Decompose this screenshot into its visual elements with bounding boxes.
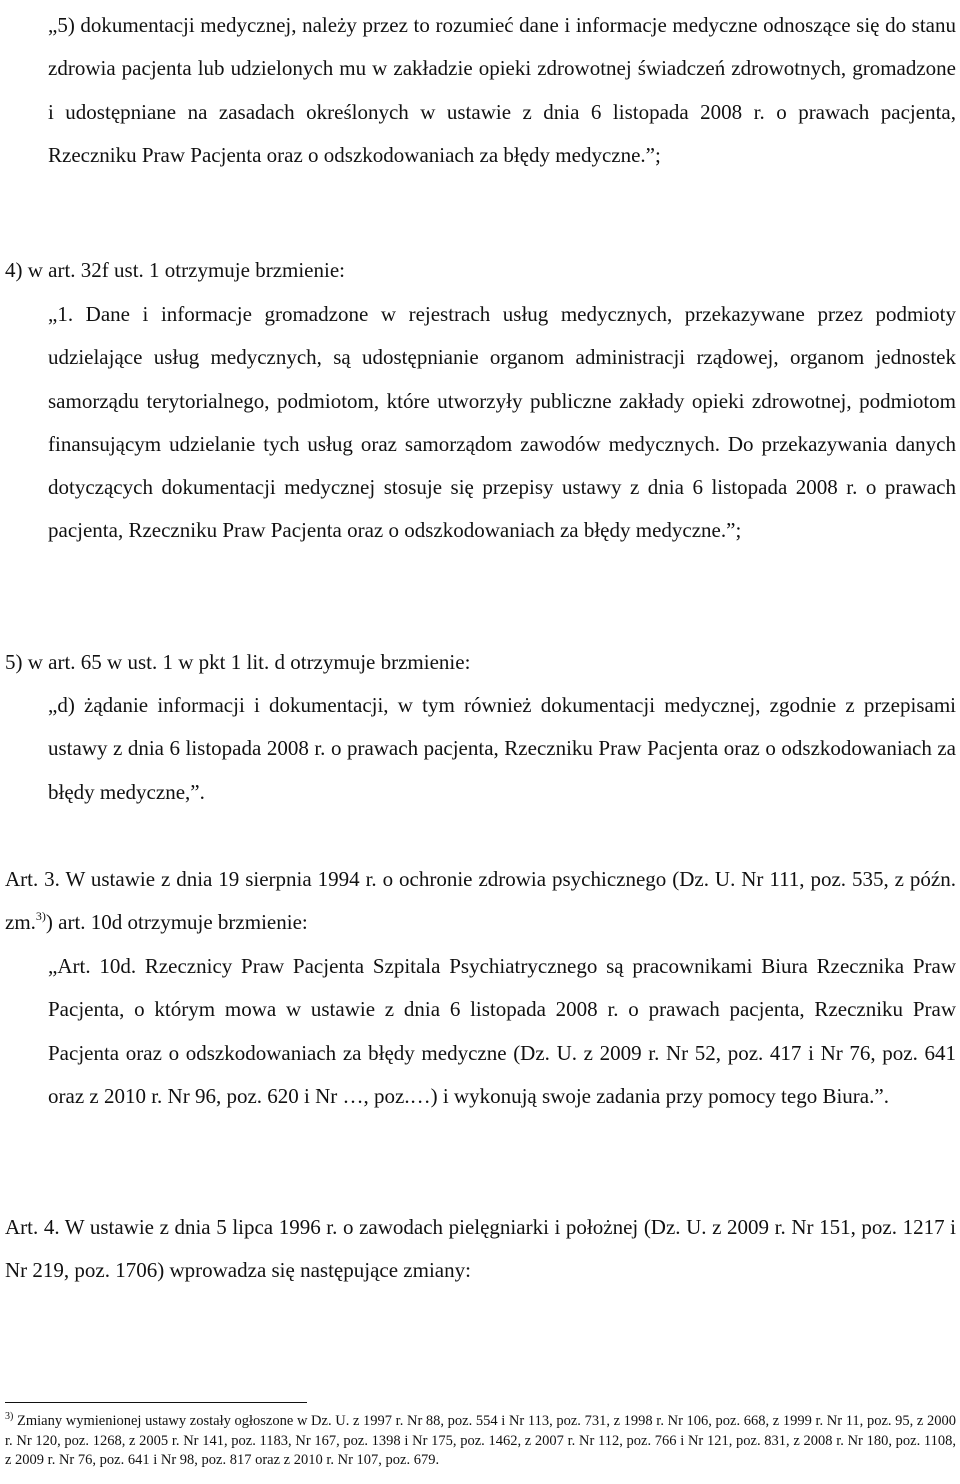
amendment-point-5-heading: 5) w art. 65 w ust. 1 w pkt 1 lit. d otrzymuje brzmienie: [5,650,471,674]
article-3-text: Art. 3. W ustawie z dnia 19 sierpnia 1994 r. o ochronie zdrowia psychicznego (Dz. U. Nr 111, poz. 535, z późn. zm. [5,867,956,935]
art-10d-text: „Art. 10d. Rzecznicy Praw Pacjenta Szpitala Psychiatrycznego są pracownikami Biura Rzecznika Praw Pacjenta, o którym mowa w ustawie z dnia 6 listopada 2008 r. o prawach pacjenta, Rzeczniku Praw Pacjenta oraz o odszkodowaniach za błędy medyczne (Dz. U. z 2009 r. Nr 52, poz. 417 i Nr 76, poz. 641 oraz z 2010 r. Nr 96, poz. 620 i Nr …, poz.…) i wykonują swoje zadania przy pomocy tego Biura.”. [48,954,956,1108]
footnote-reference: 3) [35,909,46,924]
article-3-paragraph [5,858,956,945]
lit-d-text: „d) żądanie informacji i dokumentacji, w tym również dokumentacji medycznej, zgodnie z przepisami ustawy z dnia 6 listopada 2008 r. o prawach pacjenta, Rzeczniku Praw Pacjenta oraz o odszkodowaniach za błędy medyczne,”. [48,693,956,804]
amendment-point-4-heading: 4) w art. 32f ust. 1 otrzymuje brzmienie: [5,258,345,282]
definition-paragraph-5: „5) dokumentacji medycznej, należy przez to rozumieć dane i informacje medyczne odnoszące się do stanu zdrowia pacjenta lub udzielonych mu w zakładzie opieki zdrowotnej świadczeń zdrowotnych, gromadzone i udostępniane na zasadach określonych w ustawie z dnia 6 listopada 2008 r. o prawach pacjenta, Rzeczniku Praw Pacjenta oraz o odszkodowaniach za błędy medyczne.”; [48,13,956,167]
art-32f-text: „1. Dane i informacje gromadzone w rejestrach usług medycznych, przekazywane przez podmioty udzielające usług medycznych, są udostępnianie organom administracji rządowej, organom jednostek samorządu terytorialnego, podmiotom, które utworzyły publiczne zakłady opieki zdrowotnej, podmiotom finansującym udzielanie tych usług oraz samorządom zawodów medycznych. Do przekazywania danych dotyczących dokumentacji medycznej stosuje się przepisy ustawy z dnia 6 listopada 2008 r. o prawach pacjenta, Rzeczniku Praw Pacjenta oraz o odszkodowaniach za błędy medyczne.”; [48,302,956,543]
article-4-paragraph: Art. 4. W ustawie z dnia 5 lipca 1996 r. o zawodach pielęgniarki i położnej (Dz. U. z 2009 r. Nr 151, poz. 1217 i Nr 219, poz. 1706) wprowadza się następujące zmiany: [5,1215,956,1283]
footnote-separator [5,1402,307,1403]
footnote-marker: 3) [5,1411,14,1422]
footnote [5,1412,956,1471]
footnote-text: Zmiany wymienionej ustawy zostały ogłoszone w Dz. U. z 1997 r. Nr 88, poz. 554 i Nr 113, poz. 731, z 1998 r. Nr 106, poz. 668, z 1999 r. Nr 11, poz. 95, z 2000 r. Nr 120, poz. 1268, z 2005 r. Nr 141, poz. 1183, Nr 167, poz. 1398 i Nr 175, poz. 1462, z 2007 r. Nr 112, poz. 766 i Nr 121, poz. 831, z 2008 r. Nr 180, poz. 1108, z 2009 r. Nr 76, poz. 641 i Nr 98, poz. 817 oraz z 2010 r. Nr 107, poz. 679. [5,1413,956,1468]
article-3-text-end: ) art. 10d otrzymuje brzmienie: [45,910,308,935]
